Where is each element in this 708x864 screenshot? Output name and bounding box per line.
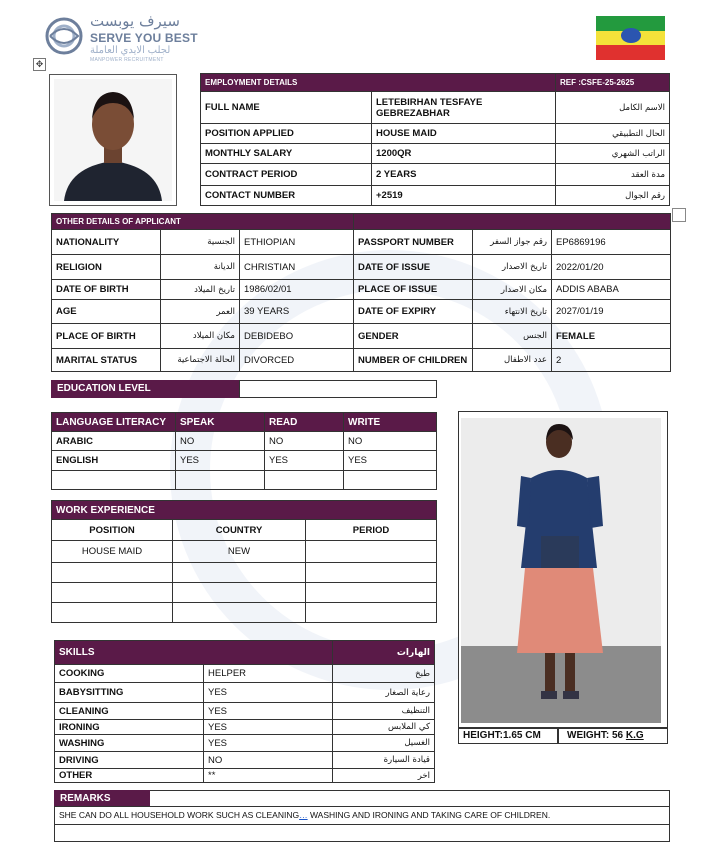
arabic-speak: NO xyxy=(176,432,265,451)
work-country-column: COUNTRY xyxy=(173,520,306,541)
work-empty-cell xyxy=(306,603,437,623)
work-empty-cell xyxy=(306,563,437,583)
skill-arabic: الغسيل xyxy=(333,735,435,752)
english-read: YES xyxy=(265,451,344,471)
arabic-write: NO xyxy=(344,432,437,451)
remarks-header-line xyxy=(150,790,670,807)
contact-number-value: +2519 xyxy=(372,186,556,206)
marital-status-value: DIVORCED xyxy=(240,349,354,372)
resize-handle[interactable] xyxy=(672,208,686,222)
position-arabic: الحال التطبيقي xyxy=(556,124,670,144)
employment-details-table xyxy=(200,73,670,206)
portrait-photo xyxy=(49,74,177,206)
work-empty-cell xyxy=(52,583,173,603)
weight-unit: K.G xyxy=(625,730,644,741)
date-of-birth-label: DATE OF BIRTH xyxy=(52,280,161,300)
weight-cell xyxy=(558,728,668,744)
date-of-issue-arabic: تاريخ الاصدار xyxy=(473,255,552,280)
date-of-expiry-value: 2027/01/19 xyxy=(552,300,671,324)
skill-arabic: قيادة السيارة xyxy=(333,752,435,769)
skill-value: ** xyxy=(204,769,333,783)
skills-table xyxy=(54,640,435,783)
place-of-birth-value: DEBIDEBO xyxy=(240,324,354,349)
children-label: NUMBER OF CHILDREN xyxy=(354,349,473,372)
language-header: LANGUAGE LITERACY xyxy=(52,413,176,432)
contract-period-value: 2 YEARS xyxy=(372,164,556,186)
logo-arabic-sub: لجلب الايدي العاملة xyxy=(90,45,171,56)
skill-label: OTHER xyxy=(55,769,204,783)
work-empty-cell xyxy=(306,583,437,603)
place-of-birth-arabic: مكان الميلاد xyxy=(161,324,240,349)
age-arabic: العمر xyxy=(161,300,240,324)
logo-english-name: SERVE YOU BEST xyxy=(90,31,198,45)
date-of-issue-value: 2022/01/20 xyxy=(552,255,671,280)
skill-arabic: طبخ xyxy=(333,665,435,683)
arabic-read: NO xyxy=(265,432,344,451)
skill-label: CLEANING xyxy=(55,703,204,720)
skill-label: IRONING xyxy=(55,720,204,735)
work-empty-cell xyxy=(173,603,306,623)
skill-label: DRIVING xyxy=(55,752,204,769)
work-experience-header: WORK EXPERIENCE xyxy=(52,501,437,520)
work-empty-cell xyxy=(52,563,173,583)
salary-label: MONTHLY SALARY xyxy=(201,144,372,164)
skill-label: COOKING xyxy=(55,665,204,683)
work-position-column: POSITION xyxy=(52,520,173,541)
work-experience-table xyxy=(51,500,437,623)
skill-arabic: كي الملابس xyxy=(333,720,435,735)
skill-value: YES xyxy=(204,735,333,752)
logo-arabic-name: سيرف يوبست xyxy=(90,12,180,30)
salary-arabic: الراتب الشهري xyxy=(556,144,670,164)
place-of-issue-value: ADDIS ABABA xyxy=(552,280,671,300)
remarks-text xyxy=(55,807,669,825)
marital-status-label: MARITAL STATUS xyxy=(52,349,161,372)
date-of-expiry-arabic: تاريخ الانتهاء xyxy=(473,300,552,324)
age-value: 39 YEARS xyxy=(240,300,354,324)
write-header: WRITE xyxy=(344,413,437,432)
arabic-language: ARABIC xyxy=(52,432,176,451)
skill-arabic: التنظيف xyxy=(333,703,435,720)
date-of-birth-value: 1986/02/01 xyxy=(240,280,354,300)
nationality-label: NATIONALITY xyxy=(52,230,161,255)
marital-status-arabic: الحالة الاجتماعية xyxy=(161,349,240,372)
empty-speak xyxy=(176,471,265,490)
work-empty-cell xyxy=(173,583,306,603)
nationality-value: ETHIOPIAN xyxy=(240,230,354,255)
skill-value: YES xyxy=(204,703,333,720)
contract-period-label: CONTRACT PERIOD xyxy=(201,164,372,186)
empty-write xyxy=(344,471,437,490)
work-country: NEW xyxy=(173,541,306,563)
work-period xyxy=(306,541,437,563)
religion-label: RELIGION xyxy=(52,255,161,280)
full-body-photo xyxy=(458,411,668,728)
age-label: AGE xyxy=(52,300,161,324)
skill-value: HELPER xyxy=(204,665,333,683)
empty-language xyxy=(52,471,176,490)
passport-number-arabic: رقم جواز السفر xyxy=(473,230,552,255)
salary-value: 1200QR xyxy=(372,144,556,164)
skill-value: YES xyxy=(204,720,333,735)
date-of-birth-arabic: تاريخ الميلاد xyxy=(161,280,240,300)
place-of-birth-label: PLACE OF BIRTH xyxy=(52,324,161,349)
education-level-value xyxy=(239,380,437,398)
remarks-text-start: SHE CAN DO ALL HOUSEHOLD WORK SUCH AS CLEANING xyxy=(59,810,300,820)
work-empty-cell xyxy=(173,563,306,583)
religion-value: CHRISTIAN xyxy=(240,255,354,280)
passport-number-label: PASSPORT NUMBER xyxy=(354,230,473,255)
language-literacy-table xyxy=(51,412,437,490)
skill-label: BABYSITTING xyxy=(55,683,204,703)
other-details-table xyxy=(51,213,671,372)
skill-value: NO xyxy=(204,752,333,769)
english-language: ENGLISH xyxy=(52,451,176,471)
contact-number-label: CONTACT NUMBER xyxy=(201,186,372,206)
position-label: POSITION APPLIED xyxy=(201,124,372,144)
empty-read xyxy=(265,471,344,490)
full-name-label: FULL NAME xyxy=(201,92,372,124)
skill-arabic: اخر xyxy=(333,769,435,783)
speak-header: SPEAK xyxy=(176,413,265,432)
work-empty-cell xyxy=(52,603,173,623)
english-write: YES xyxy=(344,451,437,471)
reference-number: REF :CSFE-25-2625 xyxy=(556,74,670,92)
move-handle-icon[interactable]: ✥ xyxy=(33,58,46,71)
ethiopia-flag-icon xyxy=(596,16,665,60)
remarks-box xyxy=(54,806,670,842)
passport-number-value: EP6869196 xyxy=(552,230,671,255)
skill-label: WASHING xyxy=(55,735,204,752)
other-details-header: OTHER DETAILS OF APPLICANT xyxy=(52,214,354,230)
skill-arabic: رعاية الصغار xyxy=(333,683,435,703)
date-of-issue-label: DATE OF ISSUE xyxy=(354,255,473,280)
skill-value: YES xyxy=(204,683,333,703)
gender-arabic: الجنس xyxy=(473,324,552,349)
weight-value: WEIGHT: 56 xyxy=(567,730,626,741)
full-name-value: LETEBIRHAN TESFAYE GEBREZABHAR xyxy=(372,92,556,124)
gender-value: FEMALE xyxy=(552,324,671,349)
position-value: HOUSE MAID xyxy=(372,124,556,144)
children-arabic: عدد الاطفال xyxy=(473,349,552,372)
contract-period-arabic: مدة العقد xyxy=(556,164,670,186)
skills-header: SKILLS xyxy=(55,641,333,665)
nationality-arabic: الجنسية xyxy=(161,230,240,255)
height-cell: HEIGHT:1.65 CM xyxy=(458,728,558,744)
remarks-header: REMARKS xyxy=(54,790,150,807)
logo-subtitle: MANPOWER RECRUITMENT xyxy=(90,57,164,63)
read-header: READ xyxy=(265,413,344,432)
full-name-arabic: الاسم الكامل xyxy=(556,92,670,124)
work-position: HOUSE MAID xyxy=(52,541,173,563)
place-of-issue-label: PLACE OF ISSUE xyxy=(354,280,473,300)
remarks-text-end: WASHING AND IRONING AND TAKING CARE OF CHILDREN. xyxy=(307,810,551,820)
skills-header-arabic: الهارات xyxy=(333,641,435,665)
remarks-text-mark: … xyxy=(299,810,308,820)
english-speak: YES xyxy=(176,451,265,471)
education-level-header: EDUCATION LEVEL xyxy=(51,380,239,398)
employment-header: EMPLOYMENT DETAILS xyxy=(201,74,556,92)
gender-label: GENDER xyxy=(354,324,473,349)
children-value: 2 xyxy=(552,349,671,372)
company-logo-icon xyxy=(44,16,84,56)
contact-number-arabic: رقم الجوال xyxy=(556,186,670,206)
date-of-expiry-label: DATE OF EXPIRY xyxy=(354,300,473,324)
religion-arabic: الديانة xyxy=(161,255,240,280)
work-period-column: PERIOD xyxy=(306,520,437,541)
place-of-issue-arabic: مكان الاصدار xyxy=(473,280,552,300)
